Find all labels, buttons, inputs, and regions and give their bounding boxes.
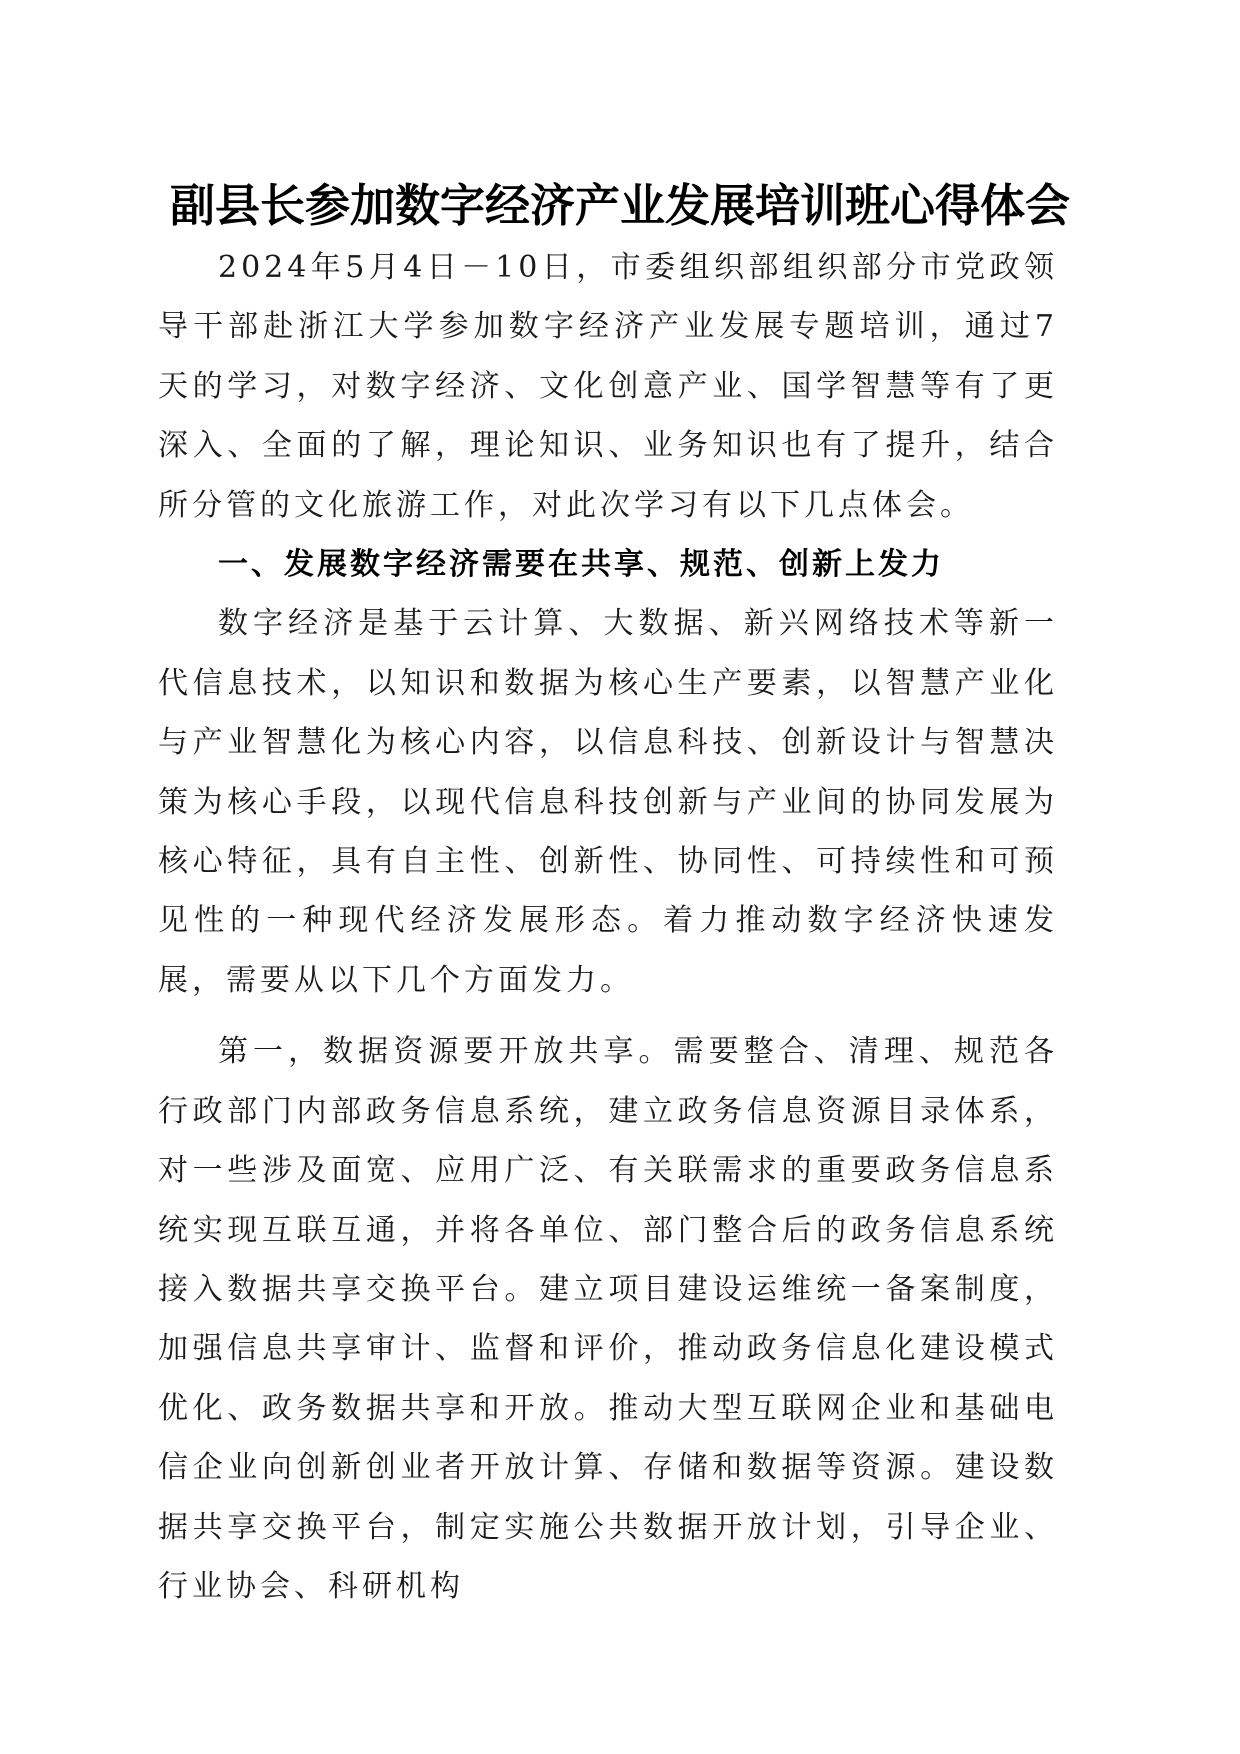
body-paragraph: 第一，数据资源要开放共享。需要整合、清理、规范各行政部门内部政务信息系统，建立政务信息资源目录体系，对一些涉及面宽、应用广泛、有关联需求的重要政务信息系统实现互联互通，并将各单位、部门整合后的政务信息系统接入数据共享交换平台。建立项目建设运维统一备案制度，加强信息共享审计、监督和评价，推动政务信息化建设模式优化、政务数据共享和开放。推动大型互联网企业和基础电信企业向创新创业者开放计算、存储和数据等资源。建设数据共享交换平台，制定实施公共数据开放计划，引导企业、行业协会、科研机构 <box>158 1034 1058 1604</box>
intro-paragraph: 2024年5月4日－10日，市委组织部组织部分市党政领导干部赴浙江大学参加数字经济产业发展专题培训，通过7天的学习，对数字经济、文化创意产业、国学智慧等有了更深入、全面的了解，理论知识、业务知识也有了提升，结合所分管的文化旅游工作，对此次学习有以下几点体会。 <box>158 250 1058 523</box>
section-heading: 一、发展数字经济需要在共享、规范、创新上发力 <box>218 547 944 583</box>
document-title: 副县长参加数字经济产业发展培训班心得体会 <box>169 179 1070 232</box>
document-body <box>158 238 1058 1616</box>
body-paragraph: 数字经济是基于云计算、大数据、新兴网络技术等新一代信息技术，以知识和数据为核心生产要素，以智慧产业化与产业智慧化为核心内容，以信息科技、创新设计与智慧决策为核心手段，以现代信息科技创新与产业间的协同发展为核心特征，具有自主性、创新性、协同性、可持续性和可预见性的一种现代经济发展形态。着力推动数字经济快速发展，需要从以下几个方面发力。 <box>158 606 1058 998</box>
